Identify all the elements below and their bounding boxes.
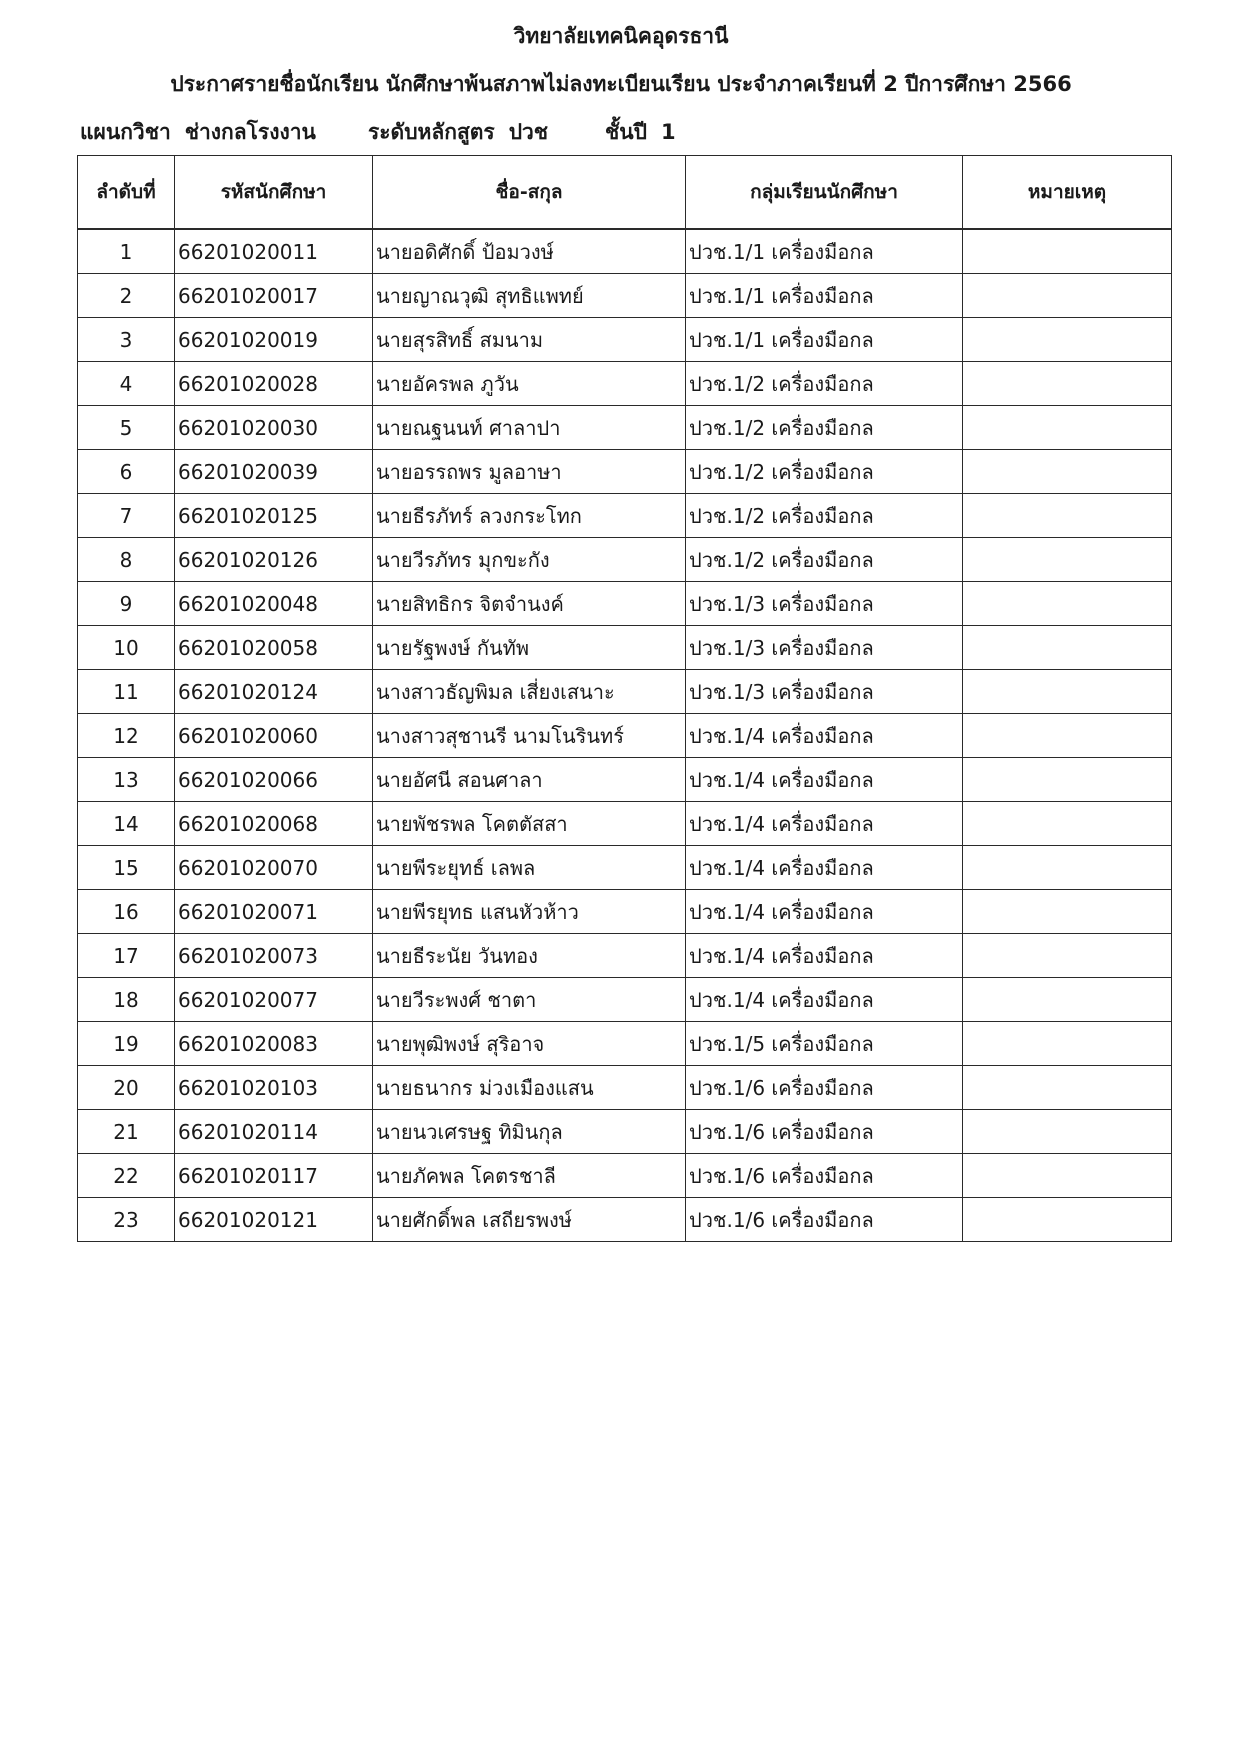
cell-note (963, 1198, 1172, 1242)
cell-student-group: ปวช.1/5 เครื่องมือกล (686, 1022, 963, 1066)
cell-student-group: ปวช.1/1 เครื่องมือกล (686, 274, 963, 318)
cell-student-name: นายธนากร ม่วงเมืองแสน (373, 1066, 686, 1110)
cell-student-group: ปวช.1/4 เครื่องมือกล (686, 714, 963, 758)
cell-student-id: 66201020103 (175, 1066, 373, 1110)
cell-no: 2 (78, 274, 175, 318)
cell-student-id: 66201020073 (175, 934, 373, 978)
cell-note (963, 1110, 1172, 1154)
cell-no: 8 (78, 538, 175, 582)
cell-student-id: 66201020077 (175, 978, 373, 1022)
cell-note (963, 538, 1172, 582)
cell-no: 19 (78, 1022, 175, 1066)
table-row (78, 714, 1172, 758)
cell-no: 1 (78, 229, 175, 274)
cell-student-name: นายอดิศักดิ์ ป้อมวงษ์ (373, 229, 686, 274)
cell-no: 16 (78, 890, 175, 934)
cell-note (963, 362, 1172, 406)
cell-note (963, 318, 1172, 362)
department-value: ช่างกลโรงงาน (184, 120, 316, 144)
cell-student-group: ปวช.1/3 เครื่องมือกล (686, 626, 963, 670)
announcement-title: ประกาศรายชื่อนักเรียน นักศึกษาพ้นสภาพไม่ลงทะเบียนเรียน ประจำภาคเรียนที่ 2 ปีการศึกษา 2566 (170, 72, 1072, 96)
cell-student-group: ปวช.1/4 เครื่องมือกล (686, 934, 963, 978)
cell-student-group: ปวช.1/2 เครื่องมือกล (686, 362, 963, 406)
cell-student-id: 66201020126 (175, 538, 373, 582)
college-title: วิทยาลัยเทคนิคอุดรธานี (513, 24, 729, 48)
table-row (78, 494, 1172, 538)
cell-student-id: 66201020114 (175, 1110, 373, 1154)
cell-student-name: นายวีรภัทร มุกขะกัง (373, 538, 686, 582)
cell-student-name: นายศักดิ์พล เสถียรพงษ์ (373, 1198, 686, 1242)
cell-student-id: 66201020083 (175, 1022, 373, 1066)
cell-student-group: ปวช.1/3 เครื่องมือกล (686, 582, 963, 626)
cell-student-name: นายณฐนนท์ ศาลาปา (373, 406, 686, 450)
cell-student-name: นายพัชรพล โคตตัสสา (373, 802, 686, 846)
table-row (78, 670, 1172, 714)
cell-no: 15 (78, 846, 175, 890)
cell-no: 22 (78, 1154, 175, 1198)
table-row (78, 318, 1172, 362)
table-row (78, 229, 1172, 274)
table-row (78, 1066, 1172, 1110)
cell-no: 20 (78, 1066, 175, 1110)
cell-student-id: 66201020048 (175, 582, 373, 626)
cell-note (963, 494, 1172, 538)
cell-no: 3 (78, 318, 175, 362)
cell-no: 23 (78, 1198, 175, 1242)
cell-student-id: 66201020071 (175, 890, 373, 934)
cell-student-id: 66201020058 (175, 626, 373, 670)
cell-student-name: นายพุฒิพงษ์ สุริอาจ (373, 1022, 686, 1066)
cell-note (963, 670, 1172, 714)
cell-student-id: 66201020068 (175, 802, 373, 846)
cell-no: 14 (78, 802, 175, 846)
department-label: แผนกวิชา (80, 120, 171, 144)
cell-student-group: ปวช.1/4 เครื่องมือกล (686, 890, 963, 934)
cell-no: 10 (78, 626, 175, 670)
level-value: ปวช (508, 120, 549, 144)
cell-student-group: ปวช.1/6 เครื่องมือกล (686, 1198, 963, 1242)
cell-student-name: นายอัศนี สอนศาลา (373, 758, 686, 802)
cell-student-id: 66201020066 (175, 758, 373, 802)
cell-student-name: นางสาวธัญพิมล เสี่ยงเสนาะ (373, 670, 686, 714)
cell-student-name: นายรัฐพงษ์ กันทัพ (373, 626, 686, 670)
cell-student-id: 66201020117 (175, 1154, 373, 1198)
cell-note (963, 626, 1172, 670)
table-row (78, 934, 1172, 978)
table-row (78, 362, 1172, 406)
cell-no: 6 (78, 450, 175, 494)
cell-note (963, 406, 1172, 450)
year-value: 1 (660, 120, 676, 144)
cell-student-id: 66201020028 (175, 362, 373, 406)
cell-student-name: นายอรรถพร มูลอาษา (373, 450, 686, 494)
cell-student-group: ปวช.1/6 เครื่องมือกล (686, 1110, 963, 1154)
table-row (78, 406, 1172, 450)
cell-note (963, 229, 1172, 274)
cell-note (963, 582, 1172, 626)
student-table (77, 155, 1172, 1242)
cell-student-group: ปวช.1/2 เครื่องมือกล (686, 406, 963, 450)
cell-student-name: นายธีรภัทร์ ลวงกระโทก (373, 494, 686, 538)
cell-student-group: ปวช.1/2 เครื่องมือกล (686, 538, 963, 582)
cell-student-id: 66201020060 (175, 714, 373, 758)
table-row (78, 626, 1172, 670)
cell-student-group: ปวช.1/4 เครื่องมือกล (686, 758, 963, 802)
cell-no: 9 (78, 582, 175, 626)
cell-note (963, 758, 1172, 802)
table-row (78, 890, 1172, 934)
cell-student-group: ปวช.1/1 เครื่องมือกล (686, 229, 963, 274)
year-label: ชั้นปี (605, 120, 647, 144)
cell-student-name: นายนวเศรษฐ ทิมินกุล (373, 1110, 686, 1154)
cell-student-id: 66201020121 (175, 1198, 373, 1242)
cell-student-group: ปวช.1/6 เครื่องมือกล (686, 1154, 963, 1198)
table-header-row (78, 156, 1172, 230)
cell-student-name: นายอัครพล ภูวัน (373, 362, 686, 406)
cell-student-id: 66201020125 (175, 494, 373, 538)
cell-student-name: นายสุรสิทธิ์ สมนาม (373, 318, 686, 362)
cell-no: 13 (78, 758, 175, 802)
table-row (78, 450, 1172, 494)
cell-student-id: 66201020030 (175, 406, 373, 450)
cell-student-id: 66201020017 (175, 274, 373, 318)
cell-student-name: นายพีรยุทธ แสนหัวห้าว (373, 890, 686, 934)
cell-student-id: 66201020019 (175, 318, 373, 362)
cell-no: 18 (78, 978, 175, 1022)
cell-note (963, 846, 1172, 890)
table-row (78, 582, 1172, 626)
cell-student-name: นายภัคพล โคตรชาลี (373, 1154, 686, 1198)
cell-student-group: ปวช.1/3 เครื่องมือกล (686, 670, 963, 714)
cell-note (963, 714, 1172, 758)
cell-no: 4 (78, 362, 175, 406)
cell-note (963, 978, 1172, 1022)
cell-note (963, 1022, 1172, 1066)
cell-student-name: นายพีระยุทธ์ เลพล (373, 846, 686, 890)
table-row (78, 1110, 1172, 1154)
cell-no: 11 (78, 670, 175, 714)
table-row (78, 1154, 1172, 1198)
cell-note (963, 450, 1172, 494)
table-row (78, 1198, 1172, 1242)
cell-student-group: ปวช.1/4 เครื่องมือกล (686, 978, 963, 1022)
year-info (605, 116, 676, 149)
table-row (78, 758, 1172, 802)
table-row (78, 274, 1172, 318)
cell-note (963, 890, 1172, 934)
level-info (368, 116, 548, 149)
table-row (78, 846, 1172, 890)
cell-no: 12 (78, 714, 175, 758)
cell-note (963, 1154, 1172, 1198)
cell-no: 7 (78, 494, 175, 538)
column-header-name: ชื่อ-สกุล (373, 156, 686, 230)
cell-student-id: 66201020070 (175, 846, 373, 890)
cell-student-group: ปวช.1/2 เครื่องมือกล (686, 450, 963, 494)
column-header-id: รหัสนักศึกษา (175, 156, 373, 230)
table-row (78, 978, 1172, 1022)
cell-student-name: นายสิทธิกร จิตจำนงค์ (373, 582, 686, 626)
cell-note (963, 934, 1172, 978)
cell-student-group: ปวช.1/4 เครื่องมือกล (686, 846, 963, 890)
table-row (78, 538, 1172, 582)
cell-student-id: 66201020124 (175, 670, 373, 714)
cell-note (963, 1066, 1172, 1110)
cell-student-name: นายธีระนัย วันทอง (373, 934, 686, 978)
level-label: ระดับหลักสูตร (368, 120, 495, 144)
cell-no: 17 (78, 934, 175, 978)
cell-note (963, 802, 1172, 846)
cell-student-id: 66201020039 (175, 450, 373, 494)
cell-student-group: ปวช.1/6 เครื่องมือกล (686, 1066, 963, 1110)
table-row (78, 1022, 1172, 1066)
department-info (80, 116, 316, 149)
cell-student-name: นายวีระพงศ์ ชาตา (373, 978, 686, 1022)
cell-student-name: นางสาวสุชานรี นามโนรินทร์ (373, 714, 686, 758)
cell-student-group: ปวช.1/2 เครื่องมือกล (686, 494, 963, 538)
cell-no: 5 (78, 406, 175, 450)
cell-student-group: ปวช.1/1 เครื่องมือกล (686, 318, 963, 362)
table-row (78, 802, 1172, 846)
table-body (78, 229, 1172, 1242)
cell-no: 21 (78, 1110, 175, 1154)
column-header-no: ลำดับที่ (78, 156, 175, 230)
cell-student-id: 66201020011 (175, 229, 373, 274)
cell-student-group: ปวช.1/4 เครื่องมือกล (686, 802, 963, 846)
cell-note (963, 274, 1172, 318)
column-header-group: กลุ่มเรียนนักศึกษา (686, 156, 963, 230)
column-header-note: หมายเหตุ (963, 156, 1172, 230)
cell-student-name: นายญาณวุฒิ สุทธิแพทย์ (373, 274, 686, 318)
